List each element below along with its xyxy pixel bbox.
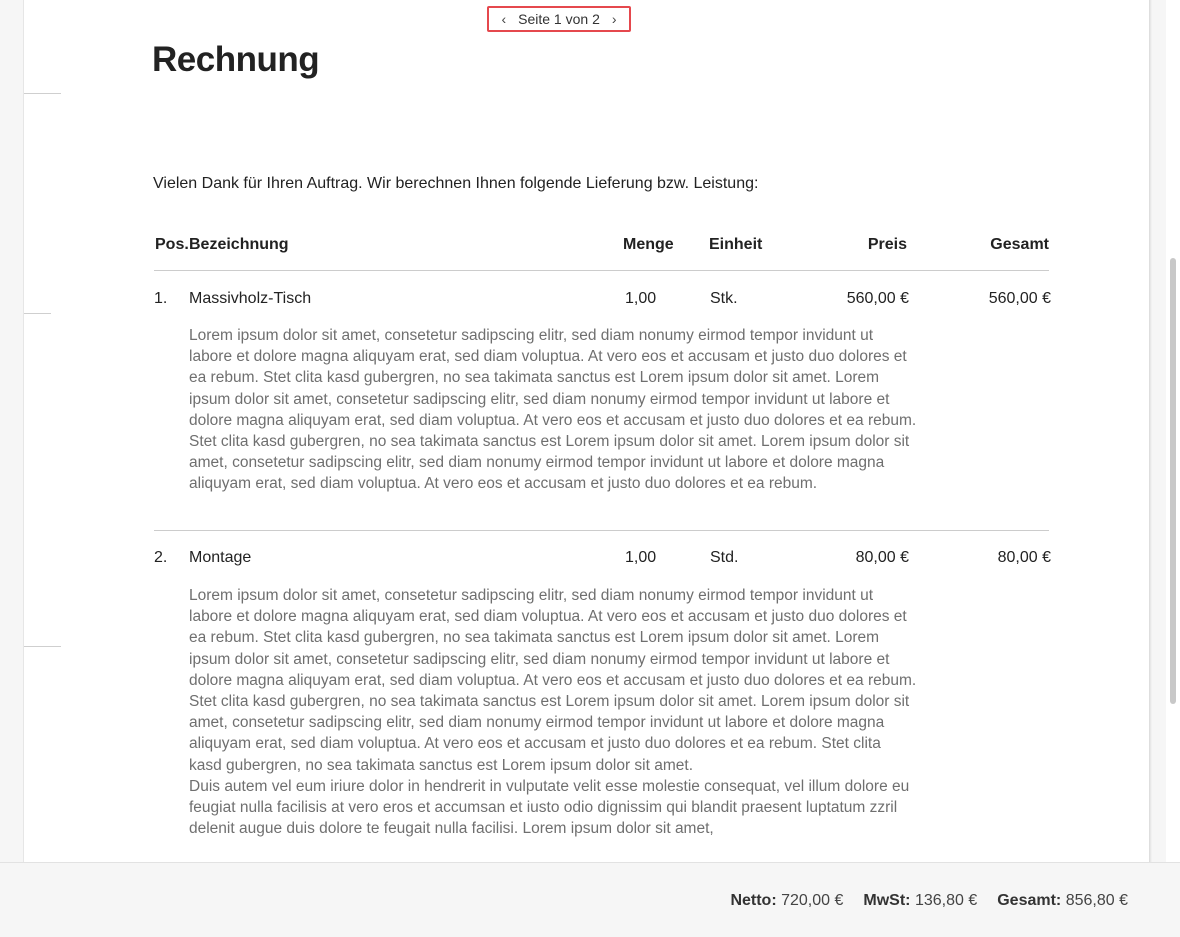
fold-mark: [24, 93, 61, 94]
netto-label: Netto:: [730, 892, 777, 909]
netto-value: 720,00 €: [781, 892, 844, 909]
document-title: Rechnung: [152, 40, 320, 79]
page-shadow: [1149, 0, 1152, 862]
totals-summary: [730, 892, 1128, 910]
header-preis: Preis: [867, 236, 907, 253]
row-2-description: [189, 585, 917, 839]
row-2-menge: 1,00: [625, 549, 657, 566]
totals-footer: [0, 862, 1180, 937]
row-2-preis: 80,00 €: [855, 549, 909, 566]
gesamt-total: [997, 892, 1128, 910]
fold-mark: [24, 646, 61, 647]
header-menge: Menge: [623, 236, 674, 253]
row-divider: [154, 530, 1049, 531]
header-einheit: Einheit: [709, 236, 763, 253]
mwst-label: MwSt:: [863, 892, 911, 909]
previous-page-icon[interactable]: ‹: [501, 11, 507, 27]
row-1-menge: 1,00: [625, 290, 657, 307]
scrollbar-thumb[interactable]: [1170, 258, 1176, 704]
row-1-einheit: Stk.: [710, 290, 738, 307]
row-1-name: Massivholz-Tisch: [189, 290, 312, 307]
header-divider: [154, 270, 1049, 271]
row-1-description: [189, 325, 917, 495]
row-2-description-text-2: Duis autem vel eum iriure dolor in hendrerit in vulputate velit esse molestie consequat, vel illum dolore eu feugiat nulla facilisis at vero eros et accumsan et iusto odio dignissim qui blandit praesent luptatum zzril delenit augue duis dolore te feugait nulla facilisi. Lorem ipsum dolor sit amet,: [189, 777, 910, 838]
mwst-value: 136,80 €: [914, 892, 978, 909]
row-1-gesamt: 560,00 €: [988, 290, 1051, 307]
next-page-icon[interactable]: ›: [611, 11, 617, 27]
row-1-preis: 560,00 €: [846, 290, 909, 307]
header-gesamt: Gesamt: [990, 236, 1049, 253]
page-navigator: [487, 6, 631, 32]
gesamt-value: 856,80 €: [1065, 892, 1128, 909]
row-2-name: Montage: [189, 549, 252, 566]
punch-mark: [24, 313, 51, 314]
netto-total: [730, 892, 843, 910]
page-indicator: Seite 1 von 2: [518, 11, 600, 27]
mwst-total: [863, 892, 977, 910]
row-1-description-text: Lorem ipsum dolor sit amet, consetetur sadipscing elitr, sed diam nonumy eirmod tempor invidunt ut labore et dolore magna aliquyam erat, sed diam voluptua. At vero eos et accusam et justo duo dolores et ea rebum. Stet clita kasd gubergren, no sea takimata sanctus est Lorem ipsum dolor sit amet. Lorem ipsum dolor sit amet, consetetur sadipscing elitr, sed diam nonumy eirmod tempor invidunt ut labore et dolore magna aliquyam erat, sed diam voluptua. At vero eos et accusam et justo duo dolores et ea rebum. Stet clita kasd gubergren, no sea takimata sanctus est Lorem ipsum dolor sit amet. Lorem ipsum dolor sit amet, consetetur sadipscing elitr, sed diam nonumy eirmod tempor invidunt ut labore et dolore magna aliquyam erat, sed diam voluptua. At vero eos et accusam et justo duo dolores et ea rebum.: [189, 327, 917, 493]
header-bezeichnung: Bezeichnung: [189, 236, 289, 253]
gesamt-label: Gesamt:: [997, 892, 1062, 909]
row-2-gesamt: 80,00 €: [997, 549, 1051, 566]
row-2-pos: 2.: [154, 549, 168, 566]
intro-text: Vielen Dank für Ihren Auftrag. Wir berechnen Ihnen folgende Lieferung bzw. Leistung:: [153, 175, 759, 192]
row-2-einheit: Std.: [710, 549, 739, 566]
header-pos: Pos.: [155, 236, 189, 253]
invoice-page: [23, 0, 1150, 862]
row-2-description-text: Lorem ipsum dolor sit amet, consetetur sadipscing elitr, sed diam nonumy eirmod tempor invidunt ut labore et dolore magna aliquyam erat, sed diam voluptua. At vero eos et accusam et justo duo dolores et ea rebum. Stet clita kasd gubergren, no sea takimata sanctus est Lorem ipsum dolor sit amet. Lorem ipsum dolor sit amet, consetetur sadipscing elitr, sed diam nonumy eirmod tempor invidunt ut labore et dolore magna aliquyam erat, sed diam voluptua. At vero eos et accusam et justo duo dolores et ea rebum. Stet clita kasd gubergren, no sea takimata sanctus est Lorem ipsum dolor sit amet. Lorem ipsum dolor sit amet, consetetur sadipscing elitr, sed diam nonumy eirmod tempor invidunt ut labore et dolore magna aliquyam erat, sed diam voluptua. At vero eos et accusam et justo duo dolores et ea rebum. Stet clita kasd gubergren, no sea takimata sanctus est Lorem ipsum dolor sit amet.: [189, 587, 917, 774]
row-1-pos: 1.: [154, 290, 168, 307]
